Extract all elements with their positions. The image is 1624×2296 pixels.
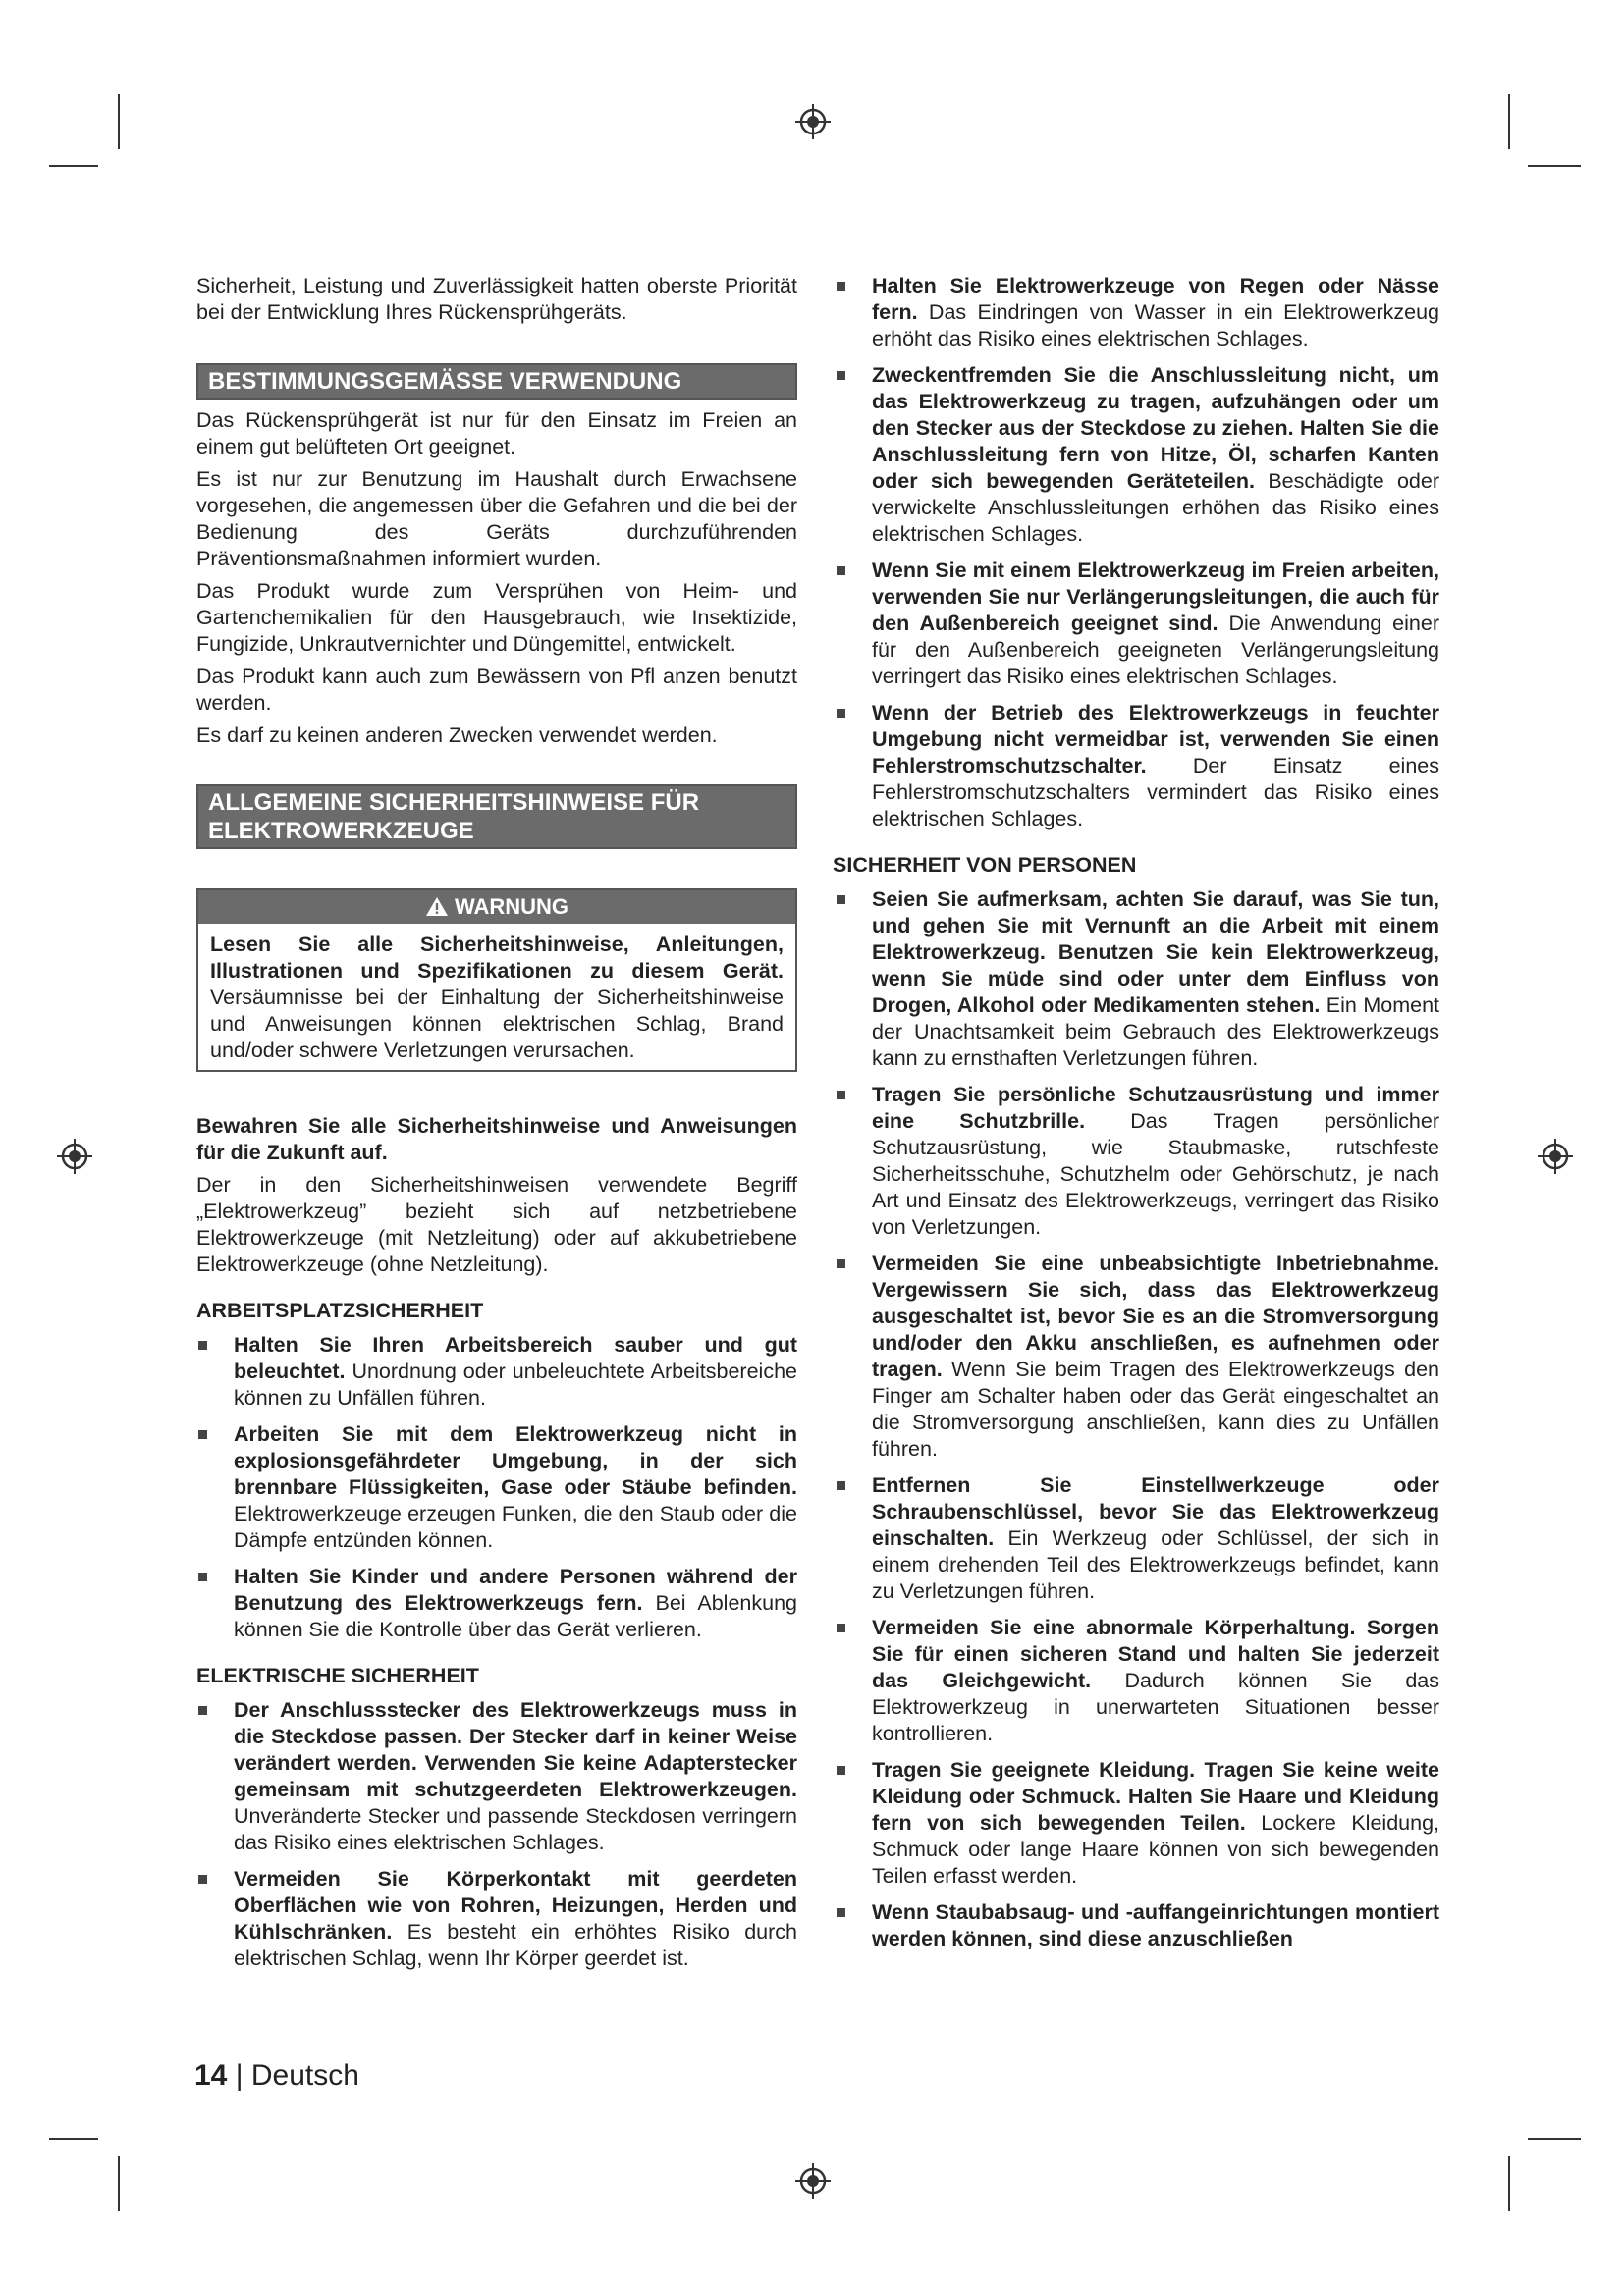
list-item bbox=[835, 362, 1439, 548]
list-item bbox=[196, 1866, 797, 1972]
bullet-icon bbox=[837, 282, 845, 291]
right-column bbox=[835, 273, 1439, 1962]
section-heading-intended-use: BESTIMMUNGSGEMÄSSE VERWENDUNG bbox=[196, 363, 797, 400]
warning-text: Versäumnisse bei der Einhaltung der Sicherheitshinweise und Anweisungen können elektrischen Schlag, Brand und/oder schwere Verletzungen verursachen. bbox=[210, 986, 784, 1062]
list-item-text: Ein Werkzeug oder Schlüssel, der sich in einem drehenden Teil des Elektrowerkzeugs befindet, kann zu Verletzungen führen. bbox=[872, 1526, 1439, 1603]
list-item-bold: Zweckentfremden Sie die Anschlussleitung nicht, um das Elektrowerkzeug zu tragen, aufzuhängen oder um den Stecker aus der Steckdose zu ziehen. Halten Sie die Anschlussleitung fern von Hitze, Öl, scharfen Kanten oder sich bewegenden Geräteteilen. bbox=[872, 363, 1439, 493]
bullet-icon bbox=[198, 1573, 207, 1581]
list-item-text: Es besteht ein erhöhtes Risiko durch elektrischen Schlag, wenn Ihr Körper geerdet ist. bbox=[234, 1920, 797, 1970]
list-item-bold: Halten Sie Ihren Arbeitsbereich sauber und gut beleuchtet. bbox=[234, 1333, 797, 1383]
warning-bold-text: Lesen Sie alle Sicherheitshinweise, Anleitungen, Illustrationen und Spezifikationen zu diesem Gerät. bbox=[210, 933, 784, 983]
list-item bbox=[835, 1251, 1439, 1463]
list-item-text: Das Eindringen von Wasser in ein Elektrowerkzeug erhöht das Risiko eines elektrischen Schlages. bbox=[872, 300, 1439, 350]
list-item-bold: Arbeiten Sie mit dem Elektrowerkzeug nicht in explosionsgefährdeter Umgebung, in der sich brennbare Flüssigkeiten, Gase oder Stäube befinden. bbox=[234, 1422, 797, 1499]
warning-title: WARNUNG bbox=[454, 894, 569, 919]
footer-separator: | bbox=[235, 2059, 244, 2092]
list-item bbox=[835, 1757, 1439, 1890]
list-item-text: Bei Ablenkung können Sie die Kontrolle über das Gerät verlieren. bbox=[234, 1591, 797, 1641]
list-item-text: Beschädigte oder verwickelte Anschlussleitungen erhöhen das Risiko eines elektrischen Schlages. bbox=[872, 469, 1440, 546]
page-number: 14 bbox=[194, 2059, 228, 2092]
list-item bbox=[835, 558, 1439, 690]
crop-mark bbox=[118, 2156, 120, 2211]
paragraph: Es darf zu keinen anderen Zwecken verwendet werden. bbox=[196, 723, 718, 747]
section-heading-general-safety: ALLGEMEINE SICHERHEITSHINWEISE FÜR ELEKTROWERKZEUGE bbox=[196, 784, 797, 849]
crop-mark bbox=[1528, 165, 1581, 167]
warning-header bbox=[198, 890, 795, 924]
list-item-bold: Halten Sie Elektrowerkzeuge von Regen oder Nässe fern. bbox=[872, 274, 1439, 324]
page-footer bbox=[194, 2059, 359, 2093]
list-item-bold: Wenn der Betrieb des Elektrowerkzeugs in feuchter Umgebung nicht vermeidbar ist, verwenden Sie einen Fehlerstromschutzschalter. bbox=[872, 701, 1439, 777]
bullet-icon bbox=[198, 1430, 207, 1439]
list-item bbox=[835, 1082, 1439, 1241]
crop-mark bbox=[49, 165, 98, 167]
keep-notice-bold: Bewahren Sie alle Sicherheitshinweise und Anweisungen für die Zukunft auf. bbox=[196, 1114, 797, 1164]
bullet-icon bbox=[837, 709, 845, 718]
list-item bbox=[835, 886, 1439, 1072]
paragraph: Das Produkt kann auch zum Bewässern von Pfl anzen benutzt werden. bbox=[196, 665, 797, 715]
list-item-bold: Vermeiden Sie eine unbeabsichtigte Inbetriebnahme. Vergewissern Sie sich, dass das Elektrowerkzeug ausgeschaltet ist, bevor Sie es an die Stromversorgung und/oder den Akku anschließen, es aufnehmen oder tragen. bbox=[872, 1252, 1439, 1381]
bullet-icon bbox=[198, 1341, 207, 1350]
bullet-icon bbox=[837, 1766, 845, 1775]
list-item bbox=[196, 1332, 797, 1412]
list-item-text: Wenn Sie beim Tragen des Elektrowerkzeugs den Finger am Schalter haben oder das Gerät eingeschaltet an die Stromversorgung anschließen, kann dies zu Unfällen führen. bbox=[872, 1358, 1439, 1461]
left-column bbox=[196, 273, 797, 1982]
subheading-workplace-safety: ARBEITSPLATZSICHERHEIT bbox=[196, 1299, 484, 1322]
electrical-list-left bbox=[196, 1697, 797, 1972]
list-item-bold: Der Anschlussstecker des Elektrowerkzeugs muss in die Steckdose passen. Der Stecker darf in keiner Weise verändert werden. Verwenden Sie keine Adapterstecker gemeinsam mit schutzgeerdeten Elektrowerkzeugen. bbox=[234, 1698, 797, 1801]
bullet-icon bbox=[837, 371, 845, 380]
electrical-list-right bbox=[835, 273, 1439, 832]
bullet-icon bbox=[198, 1875, 207, 1884]
list-item bbox=[835, 700, 1439, 832]
list-item-text: Die Anwendung einer für den Außenbereich geeigneten Verlängerungsleitung verringert das Risiko eines elektrischen Schlages. bbox=[872, 612, 1439, 688]
personal-safety-list bbox=[835, 886, 1439, 1952]
footer-language: Deutsch bbox=[250, 2059, 359, 2092]
list-item-bold: Vermeiden Sie eine abnormale Körperhaltung. Sorgen Sie für einen sicheren Stand und halten Sie jederzeit das Gleichgewicht. bbox=[872, 1616, 1439, 1692]
bullet-icon bbox=[837, 1908, 845, 1917]
crop-mark bbox=[1528, 2138, 1581, 2140]
bullet-icon bbox=[837, 895, 845, 904]
list-item bbox=[196, 1421, 797, 1554]
list-item-bold: Wenn Staubabsaug- und -auffangeinrichtungen montiert werden können, sind diese anzuschließen bbox=[872, 1900, 1439, 1950]
paragraph: Das Produkt wurde zum Versprühen von Heim- und Gartenchemikalien für den Hausgebrauch, wie Insektizide, Fungizide, Unkrautvernichter und Düngemittel, entwickelt. bbox=[196, 579, 797, 656]
registration-mark-icon bbox=[1538, 1139, 1573, 1174]
warning-body bbox=[198, 924, 795, 1070]
bullet-icon bbox=[837, 566, 845, 575]
list-item bbox=[835, 1472, 1439, 1605]
list-item-text: Lockere Kleidung, Schmuck oder lange Haare können von sich bewegenden Teilen erfasst werden. bbox=[872, 1811, 1439, 1888]
paragraph: Das Rückensprühgerät ist nur für den Einsatz im Freien an einem gut belüfteten Ort geeignet. bbox=[196, 408, 797, 458]
list-item-bold: Tragen Sie persönliche Schutzausrüstung und immer eine Schutzbrille. bbox=[872, 1083, 1439, 1133]
subheading-personal-safety: SICHERHEIT VON PERSONEN bbox=[833, 853, 1137, 877]
list-item-bold: Wenn Sie mit einem Elektrowerkzeug im Freien arbeiten, verwenden Sie nur Verlängerungsleitungen, die auch für den Außenbereich geeignet sind. bbox=[872, 559, 1439, 635]
list-item bbox=[196, 1564, 797, 1643]
list-item bbox=[835, 273, 1439, 352]
list-item bbox=[835, 1899, 1439, 1952]
crop-mark bbox=[49, 2138, 98, 2140]
list-item-bold: Halten Sie Kinder und andere Personen während der Benutzung des Elektrowerkzeugs fern. bbox=[234, 1565, 797, 1615]
list-item-text: Dadurch können Sie das Elektrowerkzeug in unerwarteten Situationen besser kontrollieren. bbox=[872, 1669, 1440, 1745]
list-item-bold: Tragen Sie geeignete Kleidung. Tragen Sie keine weite Kleidung oder Schmuck. Halten Sie Haare und Kleidung fern von sich bewegenden Teilen. bbox=[872, 1758, 1439, 1835]
intro-paragraph: Sicherheit, Leistung und Zuverlässigkeit hatten oberste Priorität bei der Entwicklung Ihres Rückensprühgeräts. bbox=[196, 274, 797, 324]
crop-mark bbox=[1508, 94, 1510, 149]
list-item-text: Unveränderte Stecker und passende Steckdosen verringern das Risiko eines elektrischen Schlages. bbox=[234, 1804, 797, 1854]
bullet-icon bbox=[837, 1091, 845, 1099]
list-item-bold: Seien Sie aufmerksam, achten Sie darauf, was Sie tun, und gehen Sie mit Vernunft an die Arbeit mit einem Elektrowerkzeug. Benutzen Sie kein Elektrowerkzeug, wenn Sie müde sind oder unter dem Einfluss von Drogen, Alkohol oder Medikamenten stehen. bbox=[872, 887, 1439, 1017]
registration-mark-icon bbox=[57, 1139, 92, 1174]
warning-box bbox=[196, 888, 797, 1072]
registration-mark-icon bbox=[795, 104, 831, 139]
list-item-text: Das Tragen persönlicher Schutzausrüstung, wie Staubmaske, rutschfeste Sicherheitsschuhe, Schutzhelm oder Gehörschutz, je nach Art und Einsatz des Elektrowerkzeugs, verringert das Risiko von Verletzungen. bbox=[872, 1109, 1439, 1239]
list-item-text: Elektrowerkzeuge erzeugen Funken, die den Staub oder die Dämpfe entzünden können. bbox=[234, 1502, 797, 1552]
list-item-text: Unordnung oder unbeleuchtete Arbeitsbereiche können zu Unfällen führen. bbox=[234, 1360, 797, 1410]
warning-triangle-icon bbox=[425, 896, 449, 917]
list-item-text: Ein Moment der Unachtsamkeit beim Gebrauch des Elektrowerkzeugs kann zu ernsthaften Verletzungen führen. bbox=[872, 993, 1439, 1070]
bullet-icon bbox=[198, 1706, 207, 1715]
workplace-list bbox=[196, 1332, 797, 1643]
bullet-icon bbox=[837, 1481, 845, 1490]
list-item bbox=[196, 1697, 797, 1856]
crop-mark bbox=[1508, 2156, 1510, 2211]
bullet-icon bbox=[837, 1259, 845, 1268]
bullet-icon bbox=[837, 1624, 845, 1632]
list-item-text: Der Einsatz eines Fehlerstromschutzschalters vermindert das Risiko eines elektrischen Schlages. bbox=[872, 754, 1439, 830]
keep-notice-text: Der in den Sicherheitshinweisen verwendete Begriff „Elektrowerkzeug” bezieht sich auf netzbetriebene Elektrowerkzeuge (mit Netzleitung) oder auf akkubetriebene Elektrowerkzeuge (ohne Netzleitung). bbox=[196, 1173, 797, 1276]
paragraph: Es ist nur zur Benutzung im Haushalt durch Erwachsene vorgesehen, die angemessen über die Gefahren und die bei der Bedienung des Geräts durchzuführenden Präventionsmaßnahmen informiert wurden. bbox=[196, 467, 797, 570]
subheading-electrical-safety: ELEKTRISCHE SICHERHEIT bbox=[196, 1664, 479, 1687]
crop-mark bbox=[118, 94, 120, 149]
list-item-bold: Entfernen Sie Einstellwerkzeuge oder Schraubenschlüssel, bevor Sie das Elektrowerkzeug einschalten. bbox=[872, 1473, 1439, 1550]
registration-mark-icon bbox=[795, 2163, 831, 2199]
list-item bbox=[835, 1615, 1439, 1747]
list-item-bold: Vermeiden Sie Körperkontakt mit geerdeten Oberflächen wie von Rohren, Heizungen, Herden und Kühlschränken. bbox=[234, 1867, 797, 1944]
